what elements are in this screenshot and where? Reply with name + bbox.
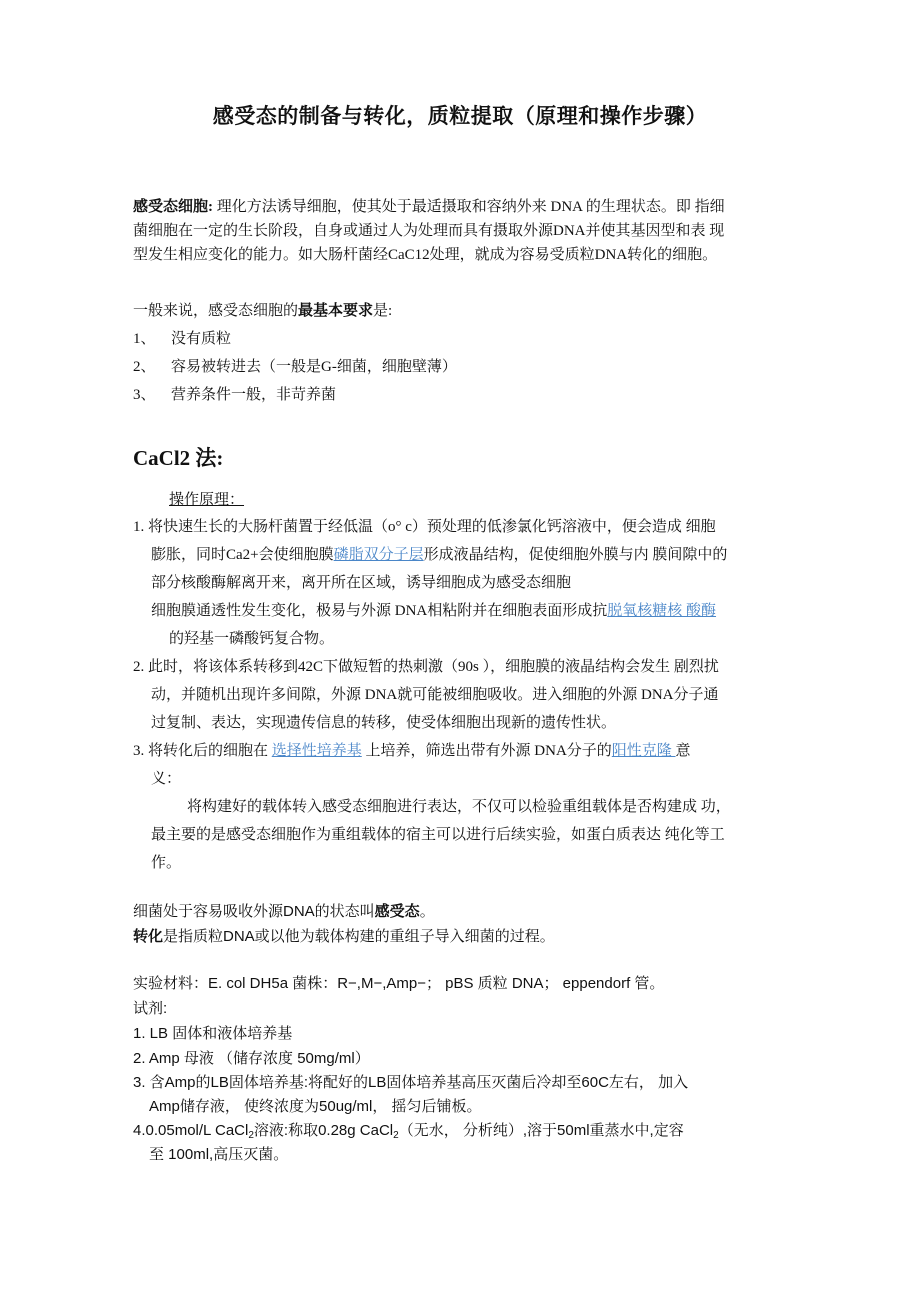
requirement-item: 1、 没有质粒 <box>133 331 232 347</box>
reagent-item-3-line-2: Amp储存液， 使终浓度为50ug/ml， 摇匀后铺板。 <box>149 1098 482 1115</box>
link-positive-clone[interactable]: 阳性克隆 <box>611 743 676 759</box>
materials-line: 实验材料：E. col DH5a 菌株：R−,M−,Amp−； pBS 质粒 DNA； eppendorf 管。 <box>133 975 665 992</box>
step2-line-1: 2. 此时，将该体系转移到42C下做短暂的热刺激（90s ），细胞膜的液晶结构会发生 剧烈扰 <box>133 659 719 675</box>
definition-transformation: 转化是指质粒DNA或以他为载体构建的重组子导入细菌的过程。 <box>133 928 555 945</box>
link-selective-medium[interactable]: 选择性培养基 <box>271 743 362 759</box>
step2-line-2: 动，并随机出现许多间隙，外源 DNA就可能被细胞吸收。进入细胞的外源 DNA分子通 <box>151 687 719 703</box>
step3-line-4: 最主要的是感受态细胞作为重组载体的宿主可以进行后续实验，如蛋白质表达 纯化等工 <box>151 827 725 843</box>
document-title: 感受态的制备与转化，质粒提取（原理和操作步骤） <box>212 104 708 128</box>
link-deoxyribonuclease[interactable]: 脱氧核糖核 酸酶 <box>607 603 717 619</box>
step1-line-1: 1. 将快速生长的大肠杆菌置于经低温（o° c）预处理的低渗氯化钙溶液中，便会造成 细胞 <box>133 519 716 535</box>
step3-line-2: 义： <box>151 771 182 787</box>
requirement-item: 2、 容易被转进去（一般是G-细菌，细胞壁薄） <box>133 359 457 375</box>
requirements-lead: 一般来说，感受态细胞的最基本要求是: <box>133 303 393 319</box>
intro-term: 感受态细胞: <box>133 199 213 215</box>
step1-line-3: 部分核酸酶解离开来，离开所在区域，诱导细胞成为感受态细胞 <box>151 575 572 591</box>
reagent-item-1: 1. LB 固体和液体培养基 <box>133 1025 293 1042</box>
step3-line-3: 将构建好的载体转入感受态细胞进行表达，不仅可以检验重组载体是否构建成 功， <box>187 799 731 815</box>
step3-line-5: 作。 <box>151 855 182 871</box>
intro-line-1: 感受态细胞: 理化方法诱导细胞，使其处于最适摄取和容纳外来 DNA 的生理状态。即 指细 <box>133 199 725 215</box>
reagents-label: 试剂: <box>133 1000 168 1017</box>
intro-line-3: 型发生相应变化的能力。如大肠杆菌经CaC12处理，就成为容易受质粒DNA转化的细胞。 <box>133 247 718 263</box>
principle-label: 操作原理： <box>169 492 245 508</box>
section-heading-cacl2: CaCl2 法: <box>133 446 224 470</box>
reagent-item-3-line-1: 3. 含Amp的LB固体培养基:将配好的LB固体培养基高压灭菌后冷却至60C左右， 加入 <box>133 1074 689 1091</box>
intro-line-2: 菌细胞在一定的生长阶段，自身或通过人为处理而具有摄取外源DNA并使其基因型和表 现 <box>133 223 725 239</box>
requirement-item: 3、 营养条件一般，非苛养菌 <box>133 387 337 403</box>
step1-line-5: 的羟基一磷酸钙复合物。 <box>169 631 335 647</box>
step3-line-1: 3. 将转化后的细胞在 选择性培养基 上培养，筛选出带有外源 DNA分子的阳性克隆 意 <box>133 743 691 759</box>
reagent-item-2: 2. Amp 母液 （储存浓度 50mg/ml） <box>133 1050 370 1067</box>
reagent-item-4-line-1: 4.0.05mol/L CaCl$_2$溶液:称取0.28g CaCl$_2$（无水， 分析纯）,溶于50ml重蒸水中,定容 <box>133 1122 684 1141</box>
step2-line-3: 过复制、表达，实现遗传信息的转移，使受体细胞出现新的遗传性状。 <box>151 715 617 731</box>
step1-line-4: 细胞膜通透性发生变化，极易与外源 DNA相粘附并在细胞表面形成抗脱氧核糖核 酸酶 <box>151 603 717 619</box>
link-phospholipid-bilayer[interactable]: 磷脂双分子层 <box>333 547 424 563</box>
definition-competence: 细菌处于容易吸收外源DNA的状态叫感受态。 <box>133 903 435 920</box>
reagent-item-4-line-2: 至 100ml,高压灭菌。 <box>149 1146 289 1163</box>
step1-line-2: 膨胀，同时Ca2+会使细胞膜磷脂双分子层形成液晶结构，促使细胞外膜与内 膜间隙中的 <box>151 547 728 563</box>
